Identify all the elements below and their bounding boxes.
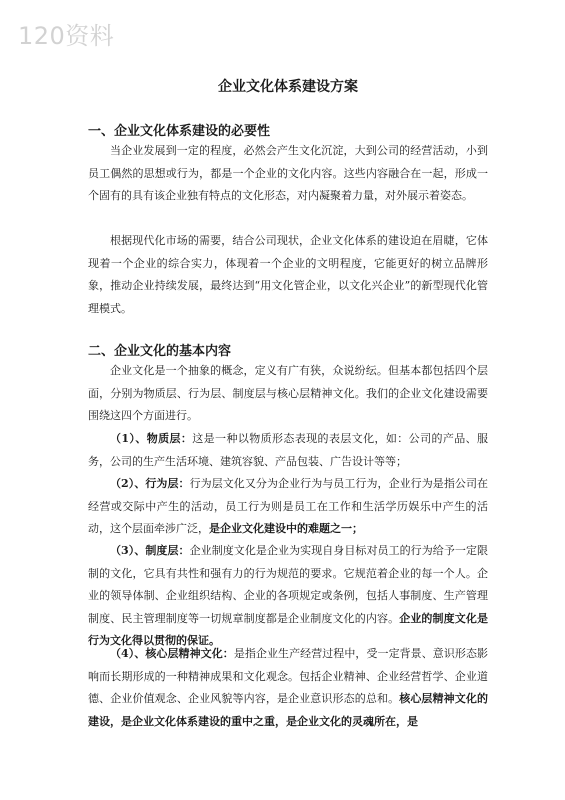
layer-emphasis: 核心层精神文化的建设，是企业文化体系建设的重中之重，是企业文化的灵魂所在，是 xyxy=(88,692,489,728)
layer-emphasis: 企业的制度文化是行为文化得以贯彻的保证。 xyxy=(88,611,489,647)
layer-label: （2）、行为层： xyxy=(110,477,190,490)
section-heading-necessity: 一、企业文化体系建设的必要性 xyxy=(88,124,271,139)
layer-paragraph-core-spirit xyxy=(88,643,488,733)
layer-text: 行为层文化又分为企业行为与员工行为，企业行为是指公司在经营或交际中产生的活动，员工行为则是员工在工作和生活学历娱乐中产生的活动，这个层面牵涉广泛， xyxy=(88,477,489,535)
paragraph: 企业文化是一个抽象的概念，定义有广有狭，众说纷纭。但基本都包括四个层面，分别为物质层、行为层、制度层与核心层精神文化。我们的企业文化建设需要围绕这四个方面进行。 xyxy=(88,364,488,422)
layer-paragraph-behavior xyxy=(88,473,488,541)
layer-emphasis: 是企业文化建设中的难题之一； xyxy=(209,522,363,535)
layer-label: （4）、核心层精神文化： xyxy=(110,647,234,660)
layer-paragraph-material xyxy=(88,428,488,473)
paragraph: 根据现代化市场的需要，结合公司现状，企业文化体系的建设迫在眉睫，它体现着一个企业的综合实力，体现着一个企业的文明程度，它能更好的树立品牌形象，推动企业持续发展，最终达到“用文化管企业，以文化兴企业”的新型现代化管理模式。 xyxy=(88,234,488,315)
document-title: 企业文化体系建设方案 xyxy=(218,79,358,95)
layer-label: （3）、制度层： xyxy=(110,544,190,557)
section-heading-content: 二、企业文化的基本内容 xyxy=(88,344,232,359)
layer-label: （1）、物质层： xyxy=(110,432,193,445)
layer-text: 这是一种以物质形态表现的表层文化，如：公司的产品、服务，公司的生产生活环境、建筑容貌、产品包装、广告设计等等； xyxy=(88,432,489,468)
layer-text: 是指企业生产经营过程中，受一定背景、意识形态影响而长期形成的一种精神成果和文化观念。包括企业精神、企业经营哲学、企业道德、企业价值观念、企业风貌等内容，是企业意识形态的总和。 xyxy=(88,647,489,705)
layer-text: 企业制度文化是企业为实现自身目标对员工的行为给予一定限制的文化，它具有共性和强有力的行为规范的要求。它规范着企业的每一个人。企业的领导体制、企业组织结构、企业的各项规定或条例，包括人事制度、生产管理制度、民主管理制度等一切规章制度都是企业制度文化的内容。 xyxy=(88,544,489,625)
paragraph: 当企业发展到一定的程度，必然会产生文化沉淀，大到公司的经营活动，小到员工偶然的思想或行为，都是一个企业的文化内容。这些内容融合在一起，形成一个固有的具有该企业独有特点的文化形态，对内凝聚着力量，对外展示着姿态。 xyxy=(88,144,488,202)
layer-paragraph-system xyxy=(88,540,488,653)
watermark-logo: 120资料 xyxy=(18,22,115,50)
